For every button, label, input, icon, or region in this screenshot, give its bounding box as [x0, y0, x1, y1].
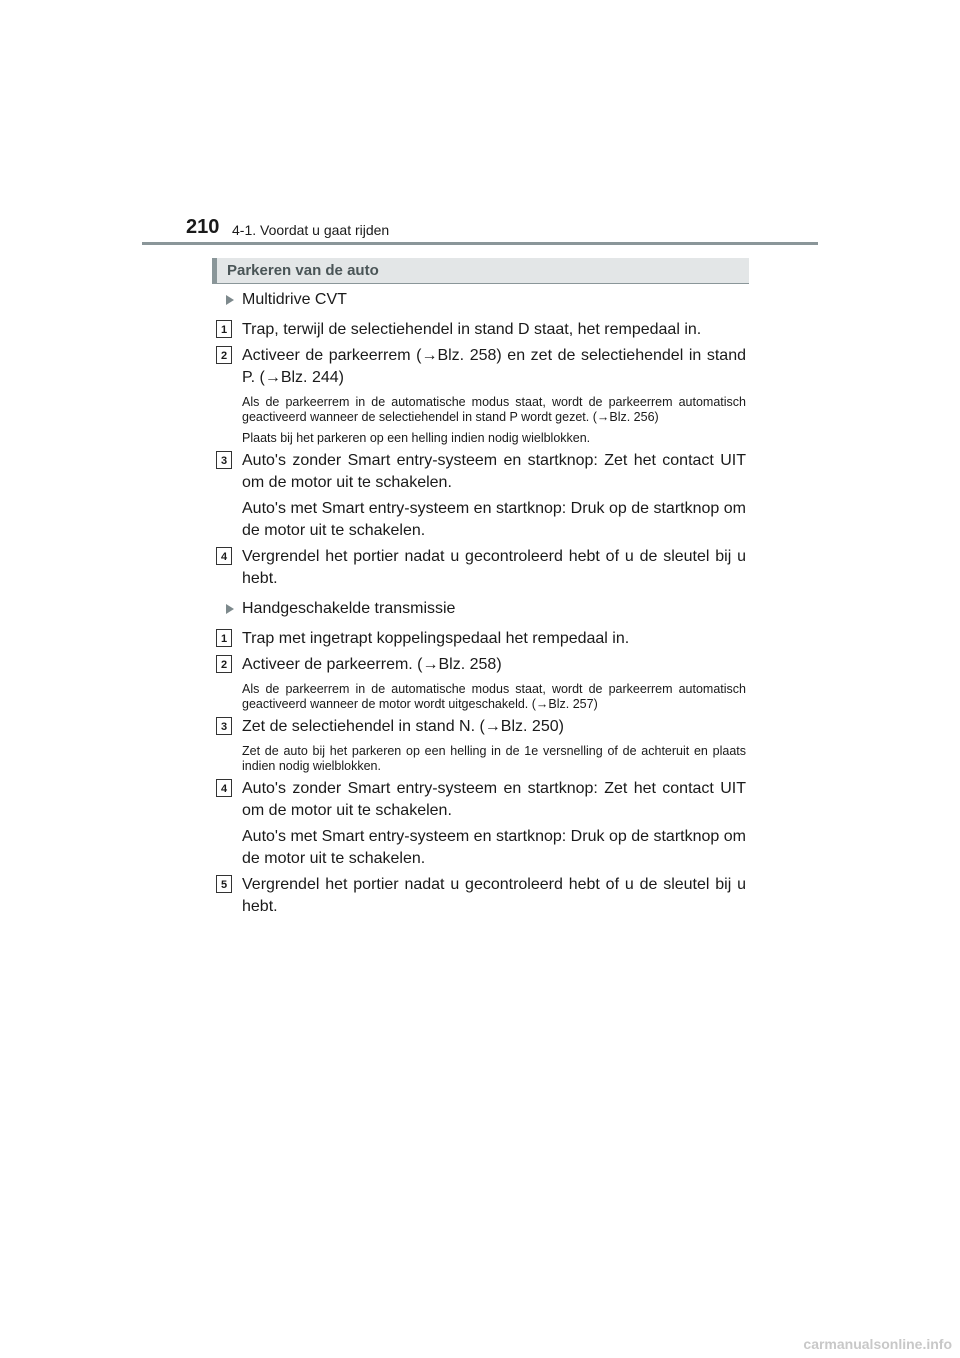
step-text: Auto's zonder Smart entry-systeem en startknop: Zet het contact UIT om de motor uit te schakelen.	[242, 780, 746, 819]
cvt-step-1	[216, 319, 746, 341]
step-number-badge: 5	[216, 875, 232, 893]
cvt-step-4	[216, 546, 746, 590]
step-text: Vergrendel het portier nadat u gecontroleerd hebt of u de sleutel bij u hebt.	[242, 876, 746, 915]
chapter-title: 4-1. Voordat u gaat rijden	[232, 222, 390, 238]
step-note: Plaats bij het parkeren op een helling indien nodig wielblokken.	[242, 431, 591, 445]
step-number-badge: 2	[216, 346, 232, 364]
header-divider	[142, 242, 818, 245]
step-number-badge: 3	[216, 717, 232, 735]
step-number-badge: 4	[216, 779, 232, 797]
step-note: Als de parkeerrem in de automatische modus staat, wordt de parkeerrem automatisch geactiveerd wanneer de selectiehendel in stand P wordt gezet. (→Blz. 256)	[242, 395, 746, 424]
step-text-extra: Auto's met Smart entry-systeem en startknop: Druk op de startknop om de motor uit te schakelen.	[242, 828, 746, 867]
step-number-badge: 1	[216, 629, 232, 647]
manual-step-3	[216, 716, 746, 774]
section-heading-bar	[212, 258, 749, 284]
step-number-badge: 1	[216, 320, 232, 338]
section-title: Parkeren van de auto	[227, 262, 379, 279]
manual-step-5	[216, 874, 746, 918]
manual-step-4	[216, 778, 746, 870]
step-text: Trap met ingetrapt koppelingspedaal het rempedaal in.	[242, 630, 630, 647]
step-text: Auto's zonder Smart entry-systeem en startknop: Zet het contact UIT om de motor uit te schakelen.	[242, 452, 746, 491]
manual-heading	[216, 598, 746, 620]
watermark-logo: carmanualsonline.info	[803, 1336, 952, 1352]
step-text-extra: Auto's met Smart entry-systeem en startknop: Druk op de startknop om de motor uit te schakelen.	[242, 500, 746, 539]
step-text: Activeer de parkeerrem. (→Blz. 258)	[242, 656, 502, 673]
manual-heading-text: Handgeschakelde transmissie	[242, 600, 456, 617]
triangle-arrow-icon	[226, 295, 234, 305]
step-text: Vergrendel het portier nadat u gecontroleerd hebt of u de sleutel bij u hebt.	[242, 548, 746, 587]
triangle-arrow-icon	[226, 604, 234, 614]
step-text: Trap, terwijl de selectiehendel in stand D staat, het rempedaal in.	[242, 321, 702, 338]
step-number-badge: 4	[216, 547, 232, 565]
step-number-badge: 2	[216, 655, 232, 673]
cvt-step-3	[216, 450, 746, 542]
page-number: 210	[186, 216, 220, 238]
step-note: Als de parkeerrem in de automatische modus staat, wordt de parkeerrem automatisch geactiveerd wanneer de motor wordt uitgeschakeld. (→Blz. 257)	[242, 682, 746, 711]
step-text: Activeer de parkeerrem (→Blz. 258) en zet de selectiehendel in stand P. (→Blz. 244)	[242, 347, 746, 386]
step-note: Zet de auto bij het parkeren op een helling in de 1e versnelling of de achteruit en plaats indien nodig wielblokken.	[242, 744, 746, 773]
page-content	[216, 289, 746, 922]
step-text: Zet de selectiehendel in stand N. (→Blz. 250)	[242, 718, 564, 735]
step-number-badge: 3	[216, 451, 232, 469]
manual-step-1	[216, 628, 746, 650]
cvt-step-2	[216, 345, 746, 446]
manual-step-2	[216, 654, 746, 712]
cvt-heading-text: Multidrive CVT	[242, 291, 347, 308]
cvt-heading	[216, 289, 746, 311]
